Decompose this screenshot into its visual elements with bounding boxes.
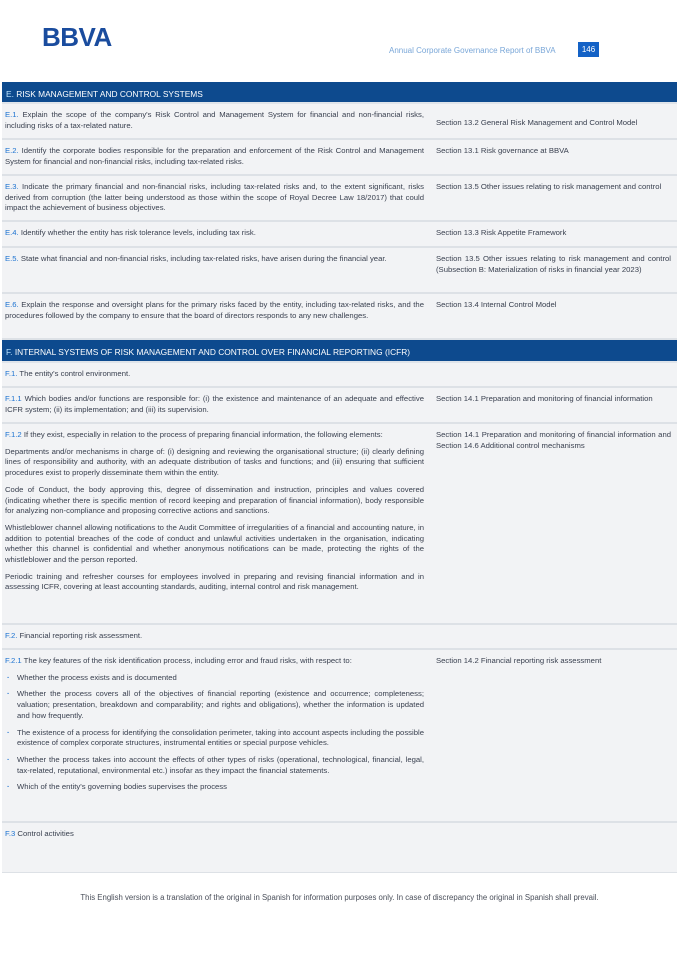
item-code: F.1.2 [5,430,22,439]
footer-disclaimer: This English version is a translation of the original in Spanish for information purposes only. In case of discrepancy the original in Spanish shall prevail. [80,893,599,902]
item-code: E.1. [5,110,19,119]
section-reference: Section 13.2 General Risk Management and Control Model [436,118,638,127]
section-reference: Section 14.1 Preparation and monitoring of financial information and Section 14.6 Additional control mechanisms [436,430,671,450]
paragraph: Code of Conduct, the body approving this, degree of dissemination and instruction, principles and values covered (indicating whether there is specific mention of record keeping and preparation of financial information), body responsible for analyzing non-compliance and proposing corrective actions and sanctions. [5,484,424,516]
item-text: Identify whether the entity has risk tolerance levels, including tax risk. [20,228,256,237]
item-text: Financial reporting risk assessment. [19,631,143,640]
section-code: F. [6,347,13,357]
governance-table [2,82,677,873]
section-reference: Section 13.4 Internal Control Model [436,300,557,309]
table-row [2,176,677,222]
section-title: INTERNAL SYSTEMS OF RISK MANAGEMENT AND CONTROL OVER FINANCIAL REPORTING (ICFR) [14,347,411,357]
section-reference: Section 13.3 Risk Appetite Framework [436,228,567,237]
list-item: · Which of the entity's governing bodies supervises the process [5,782,424,793]
item-text: Explain the response and oversight plans for the primary risks faced by the entity, including tax-related risks, and the procedures followed by the company to ensure that the board of directors responds to any new challenges. [5,300,424,320]
paragraph: Departments and/or mechanisms in charge of: (i) designing and reviewing the organisational structure; (ii) clearly defining lines of responsibility and authority, with an adequate distribution of tasks and functions; and (iii) ensuring that sufficient procedures exist to properly disseminate them within the entity. [5,446,424,478]
item-code: F.1. [5,369,18,378]
item-code: E.5. [5,254,19,263]
table-row [2,424,677,625]
section-reference: Section 13.5 Other issues relating to risk management and control [436,182,662,191]
list-item: · Whether the process covers all of the objectives of financial reporting (existence and occurrence; completeness; valuation; presentation, breakdown and comparability; and rights and obligations), whether the information is updated and how frequently. [5,689,424,721]
item-text: Indicate the primary financial and non-financial risks, including tax-related risks and, to the extent significant, risks derived from corruption (the latter being understood as those within the scope of Royal Decree Law 18/2017) that could impact the achievement of business objectives. [5,182,424,213]
report-title: Annual Corporate Governance Report of BBVA [389,46,556,55]
list-item: · Whether the process takes into account the effects of other types of risks (operational, technological, financial, legal, tax-related, reputational, environmental etc.) insofar as they impact the financial statements. [5,755,424,776]
item-text: Control activities [17,829,74,838]
table-row [2,294,677,340]
item-code: E.3. [5,182,19,191]
item-text: If they exist, especially in relation to the process of preparing financial information, the following elements: [23,430,383,439]
bbva-logo[interactable] [42,24,122,50]
item-text: State what financial and non-financial risks, including tax-related risks, have arisen during the financial year. [20,254,387,263]
section-e-header [2,82,677,104]
item-text: Identify the corporate bodies responsible for the preparation and enforcement of the Risk Control and Management System for financial and non-financial risks, including tax-related risks. [5,146,425,166]
table-row [2,650,677,823]
item-code: F.2.1 [5,656,22,665]
table-row [2,222,677,248]
item-text: Explain the scope of the company's Risk Control and Management System for financial and non-financial risks, including risks of a tax-related nature. [5,110,424,130]
table-row [2,248,677,294]
svg-text:BBVA: BBVA [42,24,112,50]
page-number: 146 [578,42,599,57]
table-row [2,388,677,424]
paragraph: Periodic training and refresher courses for employees involved in preparing and revising financial information and in assessing ICFR, covering at least accounting standards, auditing, internal control and risk management. [5,571,424,592]
list-item: · Whether the process exists and is documented [5,673,424,684]
item-code: E.2. [5,146,19,155]
item-text: Which bodies and/or functions are responsible for: (i) the existence and maintenance of an adequate and effective ICFR system; (ii) its implementation; and (iii) its supervision. [5,394,424,414]
paragraph: Whistleblower channel allowing notifications to the Audit Committee of irregularities of a financial and accounting nature, in addition to potential breaches of the code of conduct and unlawful activities undertaken in the organisation, indicating whether this channel is confidential and whether anonymous notifications can be made, protecting the rights of the whistleblower and the person reported. [5,522,424,565]
section-code: E. [6,89,14,99]
list-item: · The existence of a process for identifying the consolidation perimeter, taking into account aspects including the possible existence of complex corporate structures, instrumental entities or special purpose vehicles. [5,728,424,749]
item-code: E.4. [5,228,19,237]
table-row [2,363,677,388]
bullet-list [5,673,424,793]
section-reference: Section 14.1 Preparation and monitoring of financial information [436,394,653,403]
item-text: The key features of the risk identification process, including error and fraud risks, with respect to: [23,656,352,665]
table-row [2,104,677,140]
section-reference: Section 13.1 Risk governance at BBVA [436,146,569,155]
item-code: F.3 [5,829,16,838]
table-row [2,823,677,873]
table-row [2,140,677,176]
table-row [2,625,677,650]
section-f-header [2,340,677,363]
item-code: E.6. [5,300,19,309]
section-reference: Section 14.2 Financial reporting risk assessment [436,656,602,665]
item-code: F.2. [5,631,18,640]
item-text: The entity's control environment. [19,369,131,378]
section-reference: Section 13.5 Other issues relating to risk management and control (Subsection B: Materialization of risks in financial year 2023) [436,254,671,274]
item-code: F.1.1 [5,394,22,403]
section-title: RISK MANAGEMENT AND CONTROL SYSTEMS [16,89,203,99]
